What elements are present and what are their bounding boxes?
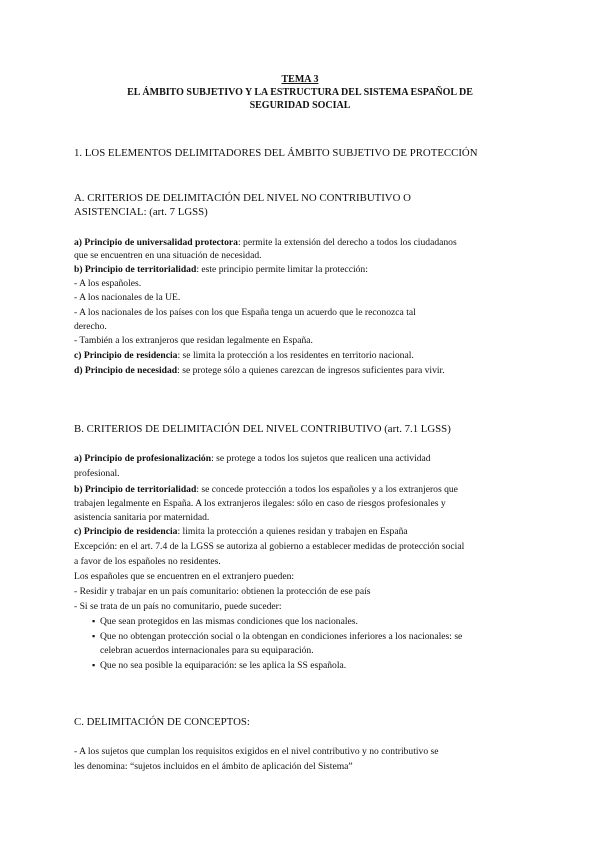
- item-c-label: c) Principio de residencia: [74, 526, 178, 537]
- abroad-option-2: - Si se trata de un país no comunitario, puede suceder:: [74, 601, 282, 612]
- section-a-item-a-cont: que se encuentren en una situación de necesidad.: [74, 250, 262, 261]
- list-item: - A los nacionales de la UE.: [74, 292, 181, 303]
- item-a-text: : permite la extensión del derecho a todos los ciudadanos: [237, 237, 457, 248]
- item-a-label: a) Principio de profesionalización: [74, 453, 212, 464]
- item-d-text: : se protege sólo a quienes carezcan de ingresos suficientes para vivir.: [177, 365, 445, 376]
- section-c-paragraph-1: - A los sujetos que cumplan los requisitos exigidos en el nivel contributivo y no contributivo se: [74, 746, 439, 757]
- section-b-item-b-cont: trabajen legalmente en España. A los extranjeros ilegales: sólo en caso de riesgos profesionales y: [74, 498, 446, 509]
- list-item: - También a los extranjeros que residan legalmente en España.: [74, 335, 313, 346]
- item-a-text: : se protege a todos los sujetos que realicen una actividad: [211, 453, 431, 464]
- section-a-heading-1: A. CRITERIOS DE DELIMITACIÓN DEL NIVEL NO CONTRIBUTIVO O: [74, 192, 411, 204]
- section-b-heading: B. CRITERIOS DE DELIMITACIÓN DEL NIVEL CONTRIBUTIVO (art. 7.1 LGSS): [74, 423, 451, 435]
- section-c-heading: C. DELIMITACIÓN DE CONCEPTOS:: [74, 716, 250, 728]
- section-c-paragraph-2: les denomina: “sujetos incluidos en el ámbito de aplicación del Sistema”: [74, 761, 353, 772]
- bullet-icon: ▪: [92, 616, 96, 626]
- section-a-heading-2: ASISTENCIAL: (art. 7 LGSS): [74, 206, 208, 218]
- list-item: - A los españoles.: [74, 278, 142, 289]
- bullet-item-2: Que no obtengan protección social o la obtengan en condiciones inferiores a los nacionales: se: [100, 631, 463, 642]
- section-a-item-c: [74, 350, 414, 362]
- item-c-label: c) Principio de residencia: [74, 350, 178, 361]
- section-b-item-b: [74, 484, 458, 496]
- list-item: - A los nacionales de los países con los que España tenga un acuerdo que le reconozca tal: [74, 307, 416, 318]
- section-a-item-b: [74, 264, 368, 276]
- exception-line-1: Excepción: en el art. 7.4 de la LGSS se autoriza al gobierno a establecer medidas de protección social: [74, 541, 465, 552]
- list-item-cont: derecho.: [74, 321, 107, 332]
- exception-line-2: a favor de los españoles no residentes.: [74, 556, 221, 567]
- item-c-text: : se limita la protección a los residentes en territorio nacional.: [177, 350, 414, 361]
- item-c-text: : limita la protección a quienes residan y trabajen en España: [177, 526, 408, 537]
- section-1-heading: 1. LOS ELEMENTOS DELIMITADORES DEL ÁMBITO SUBJETIVO DE PROTECCIÓN: [74, 147, 478, 159]
- item-b-label: b) Principio de territorialidad: [74, 484, 197, 495]
- section-a-item-a: [74, 237, 457, 249]
- item-a-label: a) Principio de universalidad protectora: [74, 237, 238, 248]
- section-b-item-c: [74, 526, 408, 538]
- item-b-text: : se concede protección a todos los españoles y a los extranjeros que: [196, 484, 458, 495]
- section-b-item-a-cont: profesional.: [74, 468, 120, 479]
- abroad-option-1: - Residir y trabajar en un país comunitario: obtienen la protección de ese país: [74, 586, 371, 597]
- bullet-item-1: Que sean protegidos en las mismas condiciones que los nacionales.: [100, 616, 358, 627]
- tema-title: TEMA 3: [281, 74, 319, 85]
- item-b-label: b) Principio de territorialidad: [74, 264, 197, 275]
- bullet-icon: ▪: [92, 660, 96, 670]
- bullet-item-2-cont: celebran acuerdos internacionales para su equiparación.: [100, 645, 314, 656]
- doc-title-line-2: SEGURIDAD SOCIAL: [249, 100, 351, 111]
- abroad-intro: Los españoles que se encuentren en el extranjero pueden:: [74, 571, 295, 582]
- item-d-label: d) Principio de necesidad: [74, 365, 178, 376]
- item-b-text: : este principio permite limitar la protección:: [196, 264, 368, 275]
- bullet-icon: ▪: [92, 631, 96, 641]
- section-b-item-b-cont-2: asistencia sanitaria por maternidad.: [74, 512, 210, 523]
- bullet-item-3: Que no sea posible la equiparación: se les aplica la SS española.: [100, 660, 347, 671]
- doc-title-line-1: EL ÁMBITO SUBJETIVO Y LA ESTRUCTURA DEL SISTEMA ESPAÑOL DE: [127, 87, 473, 98]
- section-b-item-a: [74, 453, 431, 465]
- section-a-item-d: [74, 365, 445, 377]
